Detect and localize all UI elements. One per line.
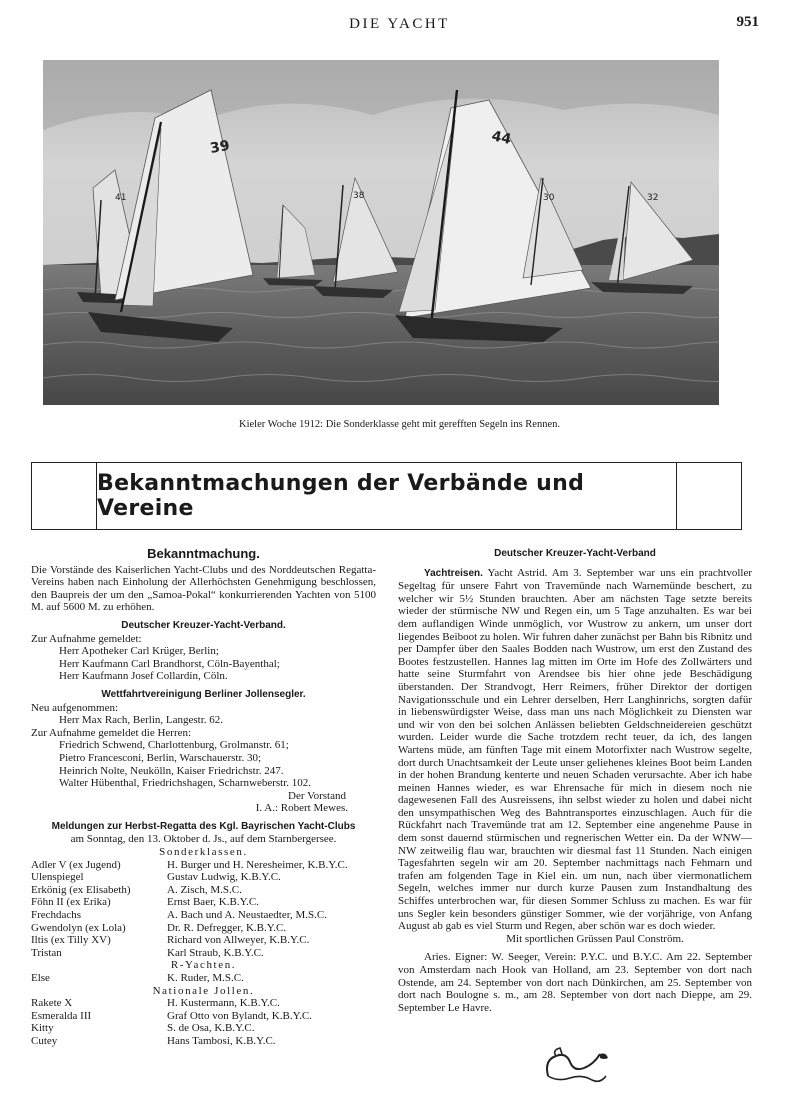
regatta-entry [31, 972, 376, 985]
boat-owner: Gustav Ludwig, K.B.Y.C. [167, 871, 281, 884]
boat-name: Else [31, 972, 50, 984]
wbj-applied-member: Heinrich Nolte, Neukölln, Kaiser Friedrichstr. 247. [59, 764, 284, 777]
dkyv-heading: Deutscher Kreuzer-Yacht-Verband. [121, 619, 286, 631]
regatta-entry [31, 1010, 376, 1023]
board-signature: I. A.: Robert Mewes. [255, 802, 348, 815]
regatta-entry [31, 922, 376, 935]
closing-line: Mit sportlichen Grüssen Paul Conström. [506, 932, 684, 945]
wbj-heading: Wettfahrtvereinigung Berliner Jollensegler. [101, 688, 306, 700]
regatta-photo [43, 60, 719, 405]
boat-name: Adler V (ex Jugend) [31, 858, 121, 871]
section-banner [31, 462, 742, 530]
boat-owner: Karl Straub, K.B.Y.C. [167, 946, 264, 959]
boat-name: Rakete X [31, 997, 73, 1010]
svg-text:38: 38 [353, 191, 365, 201]
runin-heading: Yachtreisen. [424, 567, 483, 579]
left-column [31, 548, 376, 1048]
boat-owner: S. de Osa, K.B.Y.C. [167, 1022, 255, 1035]
boat-owner: Hans Tambosi, K.B.Y.C. [167, 1034, 276, 1047]
boat-name: Tristan [31, 946, 62, 959]
svg-text:30: 30 [543, 193, 555, 203]
dkyv-article-heading: Deutscher Kreuzer-Yacht-Verband [494, 548, 656, 559]
page-number: 951 [736, 14, 759, 30]
boat-name: Kitty [31, 1022, 54, 1035]
svg-text:44: 44 [490, 128, 513, 148]
boat-owner: A. Bach und A. Neustaedter, M.S.C. [167, 909, 327, 922]
wbj-new-member: Herr Max Rach, Berlin, Langestr. 62. [59, 714, 224, 727]
boat-name: Esmeralda III [31, 1009, 92, 1022]
boat-name: Cutey [31, 1034, 58, 1047]
wbj-new-label: Neu aufgenommen: [31, 701, 119, 714]
regatta-entry [31, 997, 376, 1010]
boat-owner: H. Kustermann, K.B.Y.C. [167, 997, 280, 1010]
boat-name: Ulenspiegel [31, 871, 84, 884]
boat-owner: Ernst Baer, K.B.Y.C. [167, 896, 259, 909]
regatta-entry [31, 947, 376, 960]
right-column [398, 548, 752, 1014]
dkyv-member: Herr Kaufmann Carl Brandhorst, Cöln-Bayenthal; [59, 657, 280, 670]
regatta-entry [31, 896, 376, 909]
announcement-body: Die Vorstände des Kaiserlichen Yacht-Clubs und des Norddeutschen Regatta-Vereins haben nach Einholung der Allerhöchsten Genehmigung beschlossen, den Baupreis der um den „Samoa-Pokal“ konkurrierenden Yachten von 5100 M. auf 5600 M. zu erhöhen. [31, 563, 376, 614]
wbj-applied-member: Friedrich Schwend, Charlottenburg, Grolmanstr. 61; [59, 739, 289, 752]
svg-text:41: 41 [115, 193, 127, 203]
boat-owner: Richard von Allweyer, K.B.Y.C. [167, 934, 310, 947]
regatta-entry [31, 871, 376, 884]
regatta-entry [31, 934, 376, 947]
aries-paragraph: Aries. Eigner: W. Seeger, Verein: P.Y.C. und B.Y.C. Am 22. September von Amsterdam nach Hook van Holland, am 23. September von dort nach Ostende, am 24. September von dort nach Dünkirchen, am 25. September von dort nach Boulogne s. m., am 28. September von dort nach Dieppe, am 29. September Le Havre. [398, 951, 752, 1014]
boat-name: Föhn II (ex Erika) [31, 896, 111, 909]
yachtreisen-paragraph [398, 567, 752, 933]
svg-text:39: 39 [208, 137, 231, 157]
regatta-heading: Meldungen zur Herbst-Regatta des Kgl. Bayrischen Yacht-Clubs [51, 820, 356, 832]
boat-owner: H. Burger und H. Neresheimer, K.B.Y.C. [167, 858, 348, 871]
class-heading: Sonderklassen. [159, 846, 248, 859]
ornament-seahorse-icon [540, 1046, 612, 1091]
boat-owner: Graf Otto von Bylandt, K.B.Y.C. [167, 1009, 312, 1022]
regatta-subheading: am Sonntag, den 13. Oktober d. Js., auf dem Starnbergersee. [70, 833, 337, 846]
dkyv-member: Herr Apotheker Carl Krüger, Berlin; [59, 645, 219, 658]
wbj-applied-member: Pietro Francesconi, Berlin, Warschauerstr. 30; [59, 751, 262, 764]
regatta-list-sonderklassen [31, 859, 376, 960]
class-heading: R-Yachten. [170, 959, 237, 972]
wbj-applied-member: Walter Hübenthal, Friedrichshagen, Scharnweberstr. 102. [59, 777, 312, 790]
wbj-applied-label: Zur Aufnahme gemeldet die Herren: [31, 726, 192, 739]
regatta-entry [31, 909, 376, 922]
announcement-title: Bekanntmachung. [147, 546, 260, 561]
banner-title-box [96, 462, 677, 530]
boat-name: Frechdachs [31, 909, 82, 922]
boat-name: Gwendolyn (ex Lola) [31, 921, 126, 934]
boat-name: Erkönig (ex Elisabeth) [31, 883, 131, 896]
svg-text:32: 32 [647, 193, 659, 203]
regatta-entry [31, 884, 376, 897]
regatta-entry [31, 859, 376, 872]
photo-caption: Kieler Woche 1912: Die Sonderklasse geht mit gerefften Segeln ins Rennen. [239, 419, 560, 430]
boat-name: Iltis (ex Tilly XV) [31, 934, 111, 947]
regatta-entry [31, 1022, 376, 1035]
regatta-list-jollen [31, 997, 376, 1047]
regatta-list-r-yachten [31, 972, 376, 985]
regatta-entry [31, 1035, 376, 1048]
board-label: Der Vorstand [288, 789, 346, 802]
class-heading: Nationale Jollen. [152, 984, 255, 997]
banner-title: Bekanntmachungen der Verbände und Vereine [97, 471, 585, 521]
dkyv-intro: Zur Aufnahme gemeldet: [31, 632, 142, 645]
journal-title: DIE YACHT [349, 16, 450, 32]
yachtreisen-body: Yacht Astrid. Am 3. September war uns ein prachtvoller Segeltag für unsere Fahrt von Travemünde nach Warnemünde beschert, zu welcher wir 5½ Stunden brauchten. Aber am nächsten Tage setzte bereits wieder der stürmische NW und Regen ein, um 5 Tage anzuhalten. Es war bei dem auflandigen Winde unmöglich, vor Wustrow zu ankern, um unser dort liegendes Beiboot zu holen. Wir fuhren daher zunächst per Bahn bis Ribnitz und per Dampfer über den Saales Bodden nach Wustrow, um erst den Zustand des Bootes festzustellen. Hannes lag mitten im Orte im Hofe des Zollwärters und hatte seine Sturmfahrt von Arendsee bis hier ohne jede Beschädigung überstanden. Der Strandvogt, Herr Reimers, früher Direktor der dortigen Navigationsschule und ein Lehrer derselben, Herr Langhinrichs, sorgten dafür in liebenswürdigster Weise, dass man uns nach Möglichkeit zu Diensten war und wir von den bei solchen Anlässen beliebten Geldschneidereien geschützt wurden. Leider wurde die Sache trotzdem recht teuer, da ich, des langen Wartens müde, am fünften Tage mit einem Motorfixter nach Wustrow segelte, dort durch Unachtsamkeit der Leute unser geliehenes kleines Boot beim Landen in der hohen Brandung kenterte und neuen Schaden verursachte. Aber ich habe meinen Hannes wieder, es war Ehrensache für mich in diesem noch nie dagewesenen Fall des Ausreissens, ihn selbst wieder zu holen und dabei nicht den unsympathischen Weg des Bahntransportes einzuschlagen. Auch für die Rückfahrt nach Travemünde trat am 12. September eine angenehme Pause in dem sonst dauernd stürmischen und regnerischen Wetter ein. Da der WNW—NW zeitweilig flau war, brauchten wir diesmal fast 11 Stunden. Nach einigen Tagesfahrten segeln wir am 20. September nachmittags nach Fehmarn und trafen am folgenden Tage in Kiel ein. um nun, nach über viermonatlichem Segeln, welches immer nur durch kurze Pausen zum Instandhaltung des Schiffes unterbrochen war, für diesen Sommer Schluss zu machen. Es war für uns Segler kein besonders günstiger Sommer, wie der vorjährige, von Anfang August ab gab es viel Sturm und Regen, aber schön war es doch wieder. [398, 566, 753, 933]
dkyv-member: Herr Kaufmann Josef Collardin, Cöln. [59, 670, 228, 683]
boat-owner: Dr. R. Defregger, K.B.Y.C. [167, 921, 287, 934]
boat-owner: K. Ruder, M.S.C. [167, 972, 244, 984]
boat-owner: A. Zisch, M.S.C. [167, 883, 242, 896]
